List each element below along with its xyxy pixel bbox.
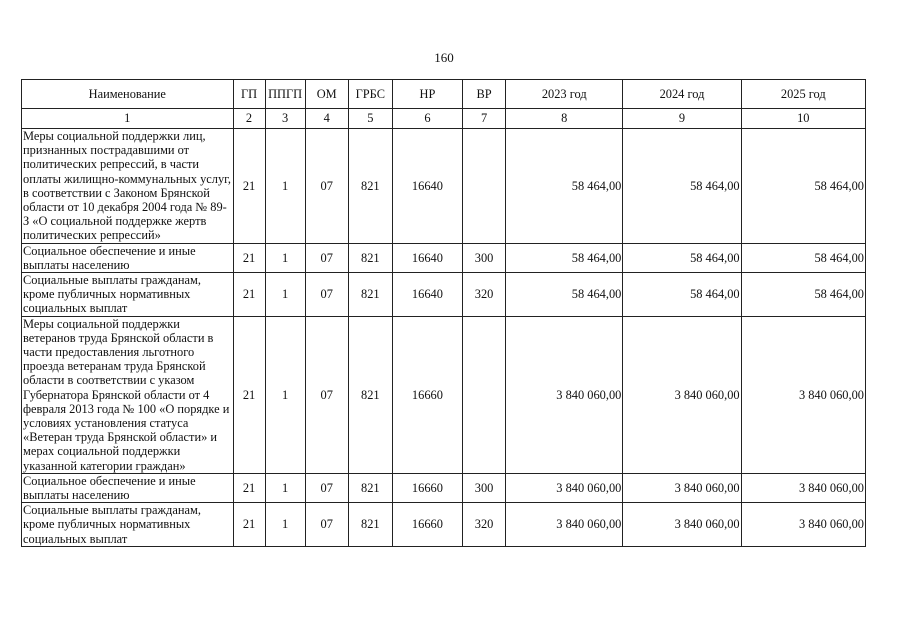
cell-2024: 3 840 060,00 bbox=[623, 473, 741, 502]
row-name: Меры социальной поддержки лиц, признанных пострадавшими от политических репрессий, в части оплаты жилищно-коммунальных услуг, в соответствии с Законом Брянской области от 10 декабря 2004 года № 89-З «О социальной поддержке жертв политических репрессий» bbox=[22, 129, 234, 244]
cell-nr: 16640 bbox=[392, 129, 462, 244]
header-vr: ВР bbox=[463, 80, 506, 109]
cell-vr bbox=[463, 316, 506, 473]
cell-2023: 3 840 060,00 bbox=[506, 316, 623, 473]
cell-ppgp: 1 bbox=[265, 316, 305, 473]
cell-2023: 3 840 060,00 bbox=[506, 473, 623, 502]
column-number: 3 bbox=[265, 109, 305, 129]
cell-vr: 320 bbox=[463, 273, 506, 317]
cell-om: 07 bbox=[305, 503, 348, 547]
table-row bbox=[22, 273, 866, 317]
cell-gp: 21 bbox=[233, 503, 265, 547]
cell-2025: 58 464,00 bbox=[741, 273, 865, 317]
cell-grbs: 821 bbox=[348, 129, 392, 244]
cell-2024: 58 464,00 bbox=[623, 129, 741, 244]
cell-gp: 21 bbox=[233, 473, 265, 502]
cell-gp: 21 bbox=[233, 316, 265, 473]
budget-table bbox=[21, 79, 866, 547]
cell-grbs: 821 bbox=[348, 503, 392, 547]
header-nr: НР bbox=[392, 80, 462, 109]
column-number: 1 bbox=[22, 109, 234, 129]
table-row bbox=[22, 316, 866, 473]
cell-om: 07 bbox=[305, 473, 348, 502]
cell-2025: 58 464,00 bbox=[741, 243, 865, 272]
cell-grbs: 821 bbox=[348, 473, 392, 502]
column-number-row bbox=[22, 109, 866, 129]
cell-grbs: 821 bbox=[348, 273, 392, 317]
header-row bbox=[22, 80, 866, 109]
column-number: 7 bbox=[463, 109, 506, 129]
cell-vr: 300 bbox=[463, 473, 506, 502]
cell-nr: 16640 bbox=[392, 273, 462, 317]
row-name: Меры социальной поддержки ветеранов труда Брянской области в части предоставления льготного проезда ветеранам труда Брянской области в соответствии с указом Губернатора Брянской области от 4 февраля 2013 года № 100 «О порядке и условиях установления статуса «Ветеран труда Брянской области» и мерах социальной поддержки указанной категории граждан» bbox=[22, 316, 234, 473]
table-row bbox=[22, 503, 866, 547]
column-number: 6 bbox=[392, 109, 462, 129]
cell-nr: 16660 bbox=[392, 503, 462, 547]
column-number: 4 bbox=[305, 109, 348, 129]
row-name: Социальное обеспечение и иные выплаты населению bbox=[22, 473, 234, 502]
cell-2023: 58 464,00 bbox=[506, 273, 623, 317]
row-name: Социальные выплаты гражданам, кроме публичных нормативных социальных выплат bbox=[22, 273, 234, 317]
header-ppgp: ППГП bbox=[265, 80, 305, 109]
cell-om: 07 bbox=[305, 273, 348, 317]
cell-vr: 320 bbox=[463, 503, 506, 547]
header-grbs: ГРБС bbox=[348, 80, 392, 109]
column-number: 8 bbox=[506, 109, 623, 129]
cell-nr: 16660 bbox=[392, 473, 462, 502]
cell-ppgp: 1 bbox=[265, 503, 305, 547]
cell-2023: 58 464,00 bbox=[506, 129, 623, 244]
table-row bbox=[22, 473, 866, 502]
cell-2024: 58 464,00 bbox=[623, 243, 741, 272]
column-number: 2 bbox=[233, 109, 265, 129]
cell-nr: 16640 bbox=[392, 243, 462, 272]
cell-2025: 3 840 060,00 bbox=[741, 503, 865, 547]
cell-gp: 21 bbox=[233, 129, 265, 244]
header-gp: ГП bbox=[233, 80, 265, 109]
cell-2025: 58 464,00 bbox=[741, 129, 865, 244]
table-row bbox=[22, 243, 866, 272]
page-number: 160 bbox=[434, 50, 454, 65]
cell-2024: 58 464,00 bbox=[623, 273, 741, 317]
cell-ppgp: 1 bbox=[265, 243, 305, 272]
cell-grbs: 821 bbox=[348, 243, 392, 272]
cell-gp: 21 bbox=[233, 273, 265, 317]
header-name: Наименование bbox=[22, 80, 234, 109]
cell-vr bbox=[463, 129, 506, 244]
cell-om: 07 bbox=[305, 316, 348, 473]
column-number: 9 bbox=[623, 109, 741, 129]
row-name: Социальное обеспечение и иные выплаты населению bbox=[22, 243, 234, 272]
cell-ppgp: 1 bbox=[265, 473, 305, 502]
cell-vr: 300 bbox=[463, 243, 506, 272]
cell-2025: 3 840 060,00 bbox=[741, 473, 865, 502]
cell-2023: 3 840 060,00 bbox=[506, 503, 623, 547]
cell-2023: 58 464,00 bbox=[506, 243, 623, 272]
header-2025: 2025 год bbox=[741, 80, 865, 109]
cell-2024: 3 840 060,00 bbox=[623, 503, 741, 547]
cell-2025: 3 840 060,00 bbox=[741, 316, 865, 473]
cell-grbs: 821 bbox=[348, 316, 392, 473]
cell-om: 07 bbox=[305, 243, 348, 272]
cell-2024: 3 840 060,00 bbox=[623, 316, 741, 473]
cell-ppgp: 1 bbox=[265, 129, 305, 244]
cell-om: 07 bbox=[305, 129, 348, 244]
row-name: Социальные выплаты гражданам, кроме публичных нормативных социальных выплат bbox=[22, 503, 234, 547]
header-2023: 2023 год bbox=[506, 80, 623, 109]
table-row bbox=[22, 129, 866, 244]
column-number: 5 bbox=[348, 109, 392, 129]
cell-ppgp: 1 bbox=[265, 273, 305, 317]
column-number: 10 bbox=[741, 109, 865, 129]
cell-gp: 21 bbox=[233, 243, 265, 272]
cell-nr: 16660 bbox=[392, 316, 462, 473]
header-om: ОМ bbox=[305, 80, 348, 109]
header-2024: 2024 год bbox=[623, 80, 741, 109]
